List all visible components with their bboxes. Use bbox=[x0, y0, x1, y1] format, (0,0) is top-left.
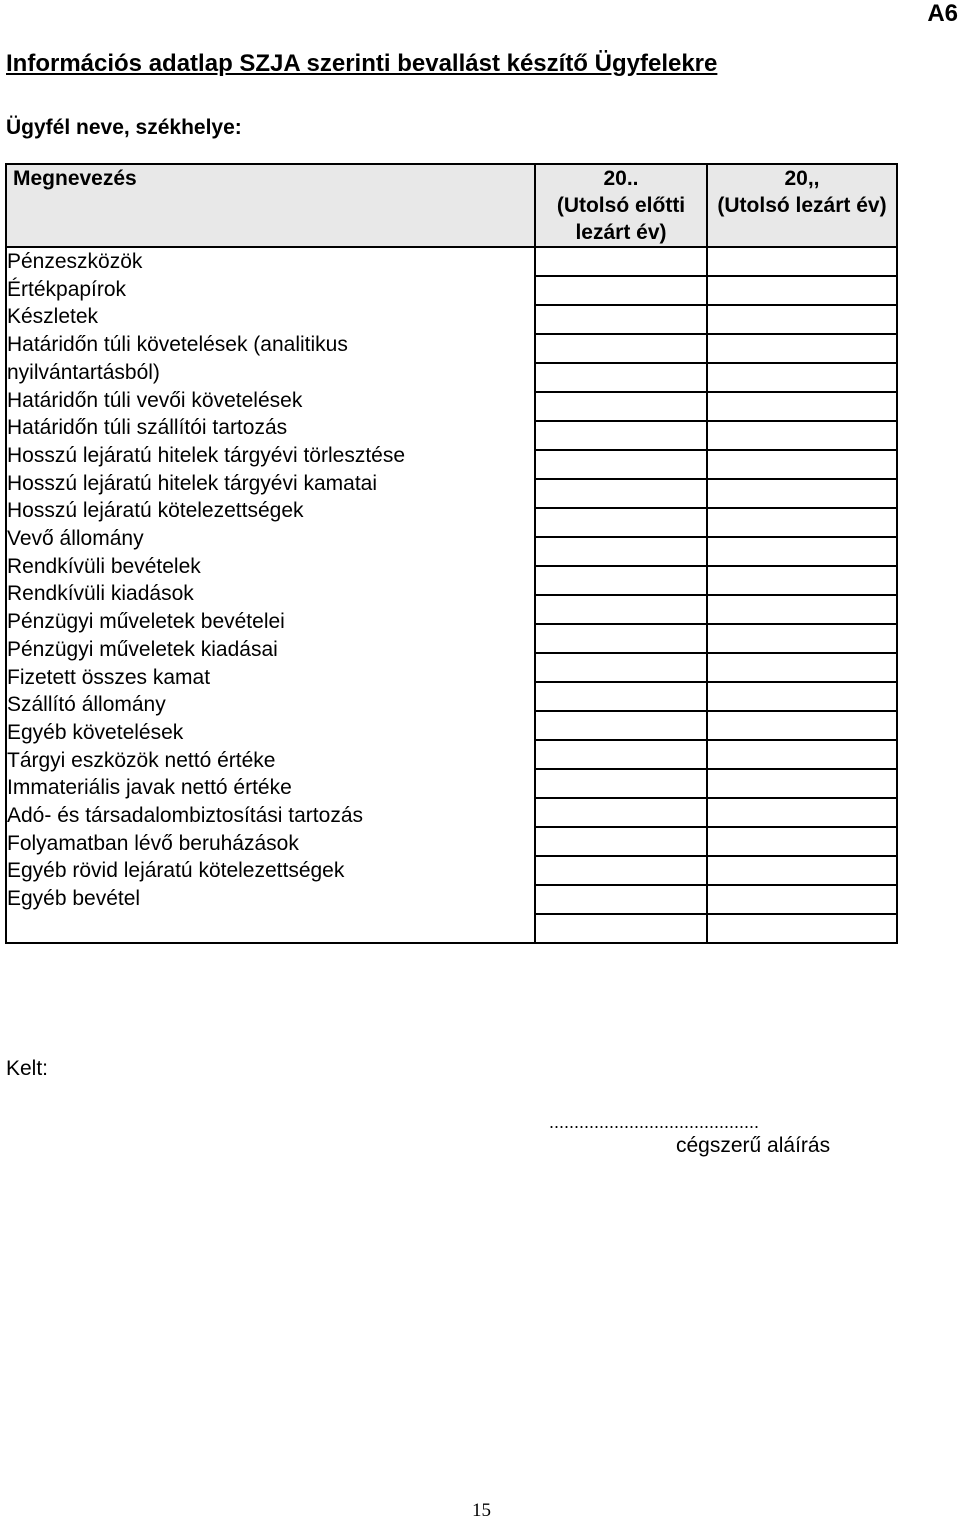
header-megnevezes: Megnevezés bbox=[6, 164, 535, 247]
value-cell-previous[interactable] bbox=[535, 653, 707, 682]
kelt-label: Kelt: bbox=[6, 1057, 49, 1080]
value-cell-last[interactable] bbox=[707, 276, 897, 305]
value-cell-previous[interactable] bbox=[535, 624, 707, 653]
value-cell-last[interactable] bbox=[707, 856, 897, 885]
item-label: Pénzügyi műveletek bevételei bbox=[7, 610, 285, 634]
item-label: Egyéb rövid lejáratú kötelezettségek bbox=[7, 859, 345, 883]
item-label: Készletek bbox=[7, 305, 99, 329]
value-cell-last[interactable] bbox=[707, 508, 897, 537]
value-cell-previous[interactable] bbox=[535, 363, 707, 392]
value-cell-previous[interactable] bbox=[535, 247, 707, 276]
value-cell-previous[interactable] bbox=[535, 769, 707, 798]
item-label: Értékpapírok bbox=[7, 277, 127, 301]
value-cell-previous[interactable] bbox=[535, 537, 707, 566]
value-cell-previous[interactable] bbox=[535, 856, 707, 885]
value-cell-previous[interactable] bbox=[535, 682, 707, 711]
item-label: Immateriális javak nettó értéke bbox=[7, 776, 292, 800]
table-header-row bbox=[6, 164, 897, 247]
item-label: Pénzügyi műveletek kiadásai bbox=[7, 637, 278, 661]
value-cell-last[interactable] bbox=[707, 450, 897, 479]
item-label: Rendkívüli kiadások bbox=[7, 582, 194, 606]
value-cell-previous[interactable] bbox=[535, 595, 707, 624]
item-label: Egyéb bevétel bbox=[7, 887, 141, 911]
value-cell-previous[interactable] bbox=[535, 479, 707, 508]
value-cell-last[interactable] bbox=[707, 595, 897, 624]
value-cell-last[interactable] bbox=[707, 305, 897, 334]
item-label: Hosszú lejáratú hitelek tárgyévi kamatai bbox=[7, 471, 378, 495]
value-cell-previous[interactable] bbox=[535, 827, 707, 856]
item-label: Rendkívüli bevételek bbox=[7, 554, 201, 578]
item-label: Hosszú lejáratú kötelezettségek bbox=[7, 499, 304, 523]
value-cell-last[interactable] bbox=[707, 392, 897, 421]
value-cell-last[interactable] bbox=[707, 479, 897, 508]
value-cell-last[interactable] bbox=[707, 653, 897, 682]
value-cell-previous[interactable] bbox=[535, 334, 707, 363]
value-cell-last[interactable] bbox=[707, 740, 897, 769]
value-cell-last[interactable] bbox=[707, 537, 897, 566]
item-label: Fizetett összes kamat bbox=[7, 665, 211, 689]
value-cell-last[interactable] bbox=[707, 769, 897, 798]
value-cell-previous[interactable] bbox=[535, 421, 707, 450]
item-label: Szállító állomány bbox=[7, 693, 166, 717]
item-label: Folyamatban lévő beruházások bbox=[7, 831, 299, 855]
page-number: 15 bbox=[472, 1500, 491, 1521]
item-label: Adó- és társadalombiztosítási tartozás bbox=[7, 804, 363, 828]
item-label: nyilvántartásból) bbox=[7, 360, 160, 384]
value-cell-previous[interactable] bbox=[535, 798, 707, 827]
value-cell-previous[interactable] bbox=[535, 392, 707, 421]
table-row bbox=[6, 247, 897, 276]
value-cell-previous[interactable] bbox=[535, 740, 707, 769]
item-label: Pénzeszközök bbox=[7, 250, 143, 273]
value-cell-previous[interactable] bbox=[535, 711, 707, 740]
signature-line: .......................................... bbox=[549, 1112, 760, 1132]
value-cell-previous[interactable] bbox=[535, 566, 707, 595]
item-label: Egyéb követelések bbox=[7, 720, 184, 744]
value-cell-previous[interactable] bbox=[535, 450, 707, 479]
value-cell-last[interactable] bbox=[707, 566, 897, 595]
value-cell-last[interactable] bbox=[707, 711, 897, 740]
value-cell-last[interactable] bbox=[707, 334, 897, 363]
item-names-cell bbox=[6, 247, 535, 943]
value-cell-previous[interactable] bbox=[535, 508, 707, 537]
client-name-label: Ügyfél neve, székhelye: bbox=[6, 116, 242, 139]
header-year-last: 20,, (Utolsó lezárt év) bbox=[707, 164, 897, 247]
value-cell-previous[interactable] bbox=[535, 276, 707, 305]
header-year-previous: 20.. (Utolsó előtti lezárt év) bbox=[535, 164, 707, 247]
item-label: Hosszú lejáratú hitelek tárgyévi törlesztése bbox=[7, 443, 406, 467]
value-cell-previous[interactable] bbox=[535, 914, 707, 943]
item-label: Határidőn túli szállítói tartozás bbox=[7, 416, 288, 440]
value-cell-last[interactable] bbox=[707, 914, 897, 943]
value-cell-last[interactable] bbox=[707, 827, 897, 856]
item-label: Határidőn túli vevői követelések bbox=[7, 388, 303, 412]
financial-data-table bbox=[5, 163, 898, 944]
item-label: Határidőn túli követelések (analitikus bbox=[7, 333, 348, 357]
value-cell-last[interactable] bbox=[707, 885, 897, 914]
value-cell-last[interactable] bbox=[707, 421, 897, 450]
value-cell-previous[interactable] bbox=[535, 885, 707, 914]
value-cell-last[interactable] bbox=[707, 363, 897, 392]
value-cell-last[interactable] bbox=[707, 624, 897, 653]
item-label: Vevő állomány bbox=[7, 527, 144, 551]
page-label: A6 bbox=[927, 0, 958, 27]
value-cell-last[interactable] bbox=[707, 682, 897, 711]
document-title: Információs adatlap SZJA szerinti bevallást készítő Ügyfelekre bbox=[6, 50, 718, 77]
item-label: Tárgyi eszközök nettó értéke bbox=[7, 748, 276, 772]
value-cell-last[interactable] bbox=[707, 798, 897, 827]
value-cell-last[interactable] bbox=[707, 247, 897, 276]
signature-label: cégszerű aláírás bbox=[676, 1134, 831, 1157]
value-cell-previous[interactable] bbox=[535, 305, 707, 334]
